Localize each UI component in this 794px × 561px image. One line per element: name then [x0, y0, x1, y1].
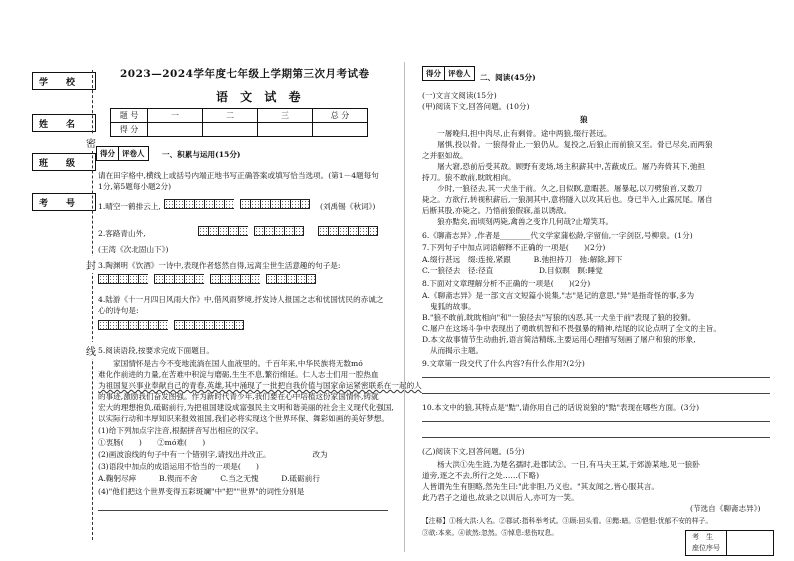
sub1-text: (1)给下列加点字注音,根据拼音写出相应的汉字。	[98, 426, 264, 435]
section1-heading: 一、积累与运用(15分)	[162, 150, 241, 159]
q2-prefix: 2.客路青山外,	[98, 229, 146, 238]
story-line1: 杨大洪①先生涟,为楚名孺时,赴郡试②。一日,有马夫王某,于郊游某地,见一狼卧	[422, 460, 700, 469]
q8-option-d2: 从而揭示主题。	[430, 346, 484, 355]
q8-option-a2: 鬼狐的故事。	[430, 302, 476, 311]
sub3-options: A.鞠躬尽瘁 B.锲而不舍 C.当之无愧 D.砥砺前行	[98, 474, 320, 483]
binding-char-seal: 密	[86, 134, 96, 151]
q8-option-b: B."狼不敢前,眈眈相向"和"一狼径去"写狼的凶恶,其一犬坐于前"表现了狼的狡猾。	[422, 313, 696, 322]
wolf-text-line9: 狼亦黠矣,而顷刻两毙,禽兽之变诈几何哉?止增笑耳。	[422, 217, 614, 226]
wolf-text-line4: 屠大窘,恐前后受其敌。顾野有麦场,场主积薪其中,苫蔽成丘。屠乃奔倚其下,弛担	[422, 162, 706, 171]
q8-option-d: D.本文故事情节生动曲折,语言简洁精练,主要运用心理描写刻画了屠户和狼的形象,	[422, 335, 696, 344]
q2-answer-grid-2[interactable]	[318, 226, 378, 238]
q2-answer-grid[interactable]	[198, 226, 304, 238]
instructions-line2: 1分,第5题每小题2分)	[98, 182, 172, 191]
sub3-text: (3)语段中加点的成语运用不恰当的一项是( )	[98, 462, 259, 471]
q8-option-c: C.屠户在这场斗争中表现出了勇敢机智和不畏强暴的精神,结尾的议论点明了全文的主旨。	[422, 324, 721, 333]
passage-line2: 难化作前进的力量,在苦难中积淀与磨砺,生生不息,繁衍绵延。仁人志士们用一腔热血	[98, 370, 379, 379]
q10-answer-line-2[interactable]	[422, 437, 770, 438]
footnote-line2: ③欲:本来。④欲然:忽然。⑤悼息:悲伤叹息。	[422, 529, 559, 537]
sub1-items: ①衷肠( ) ②mó难( )	[98, 438, 206, 447]
wolf-text-line7: 毙之。方欲行,转视积薪后,一狼洞其中,意将隧入以攻其后也。身已半入,止露尻尾。屠自	[422, 195, 713, 204]
wolf-text-line5: 持刀。狼不敢前,眈眈相向。	[422, 173, 516, 182]
grader-box-2	[422, 66, 475, 81]
wolf-text-line2: 屠惧,投以骨。一狼得骨止,一狼仍从。复投之,后狼止而前狼又至。骨已尽矣,而两狼	[422, 140, 713, 149]
score-header-cell: 一	[148, 109, 203, 123]
exam-title: 2023—2024学年度七年级上学期第三次月考试卷	[120, 68, 370, 80]
binding-char-line: 线	[86, 342, 96, 359]
sub4-answer-line[interactable]	[98, 510, 388, 511]
q2-source: (王湾《次北固山下》)	[98, 245, 169, 254]
wolf-text-line3: 之并驱如故。	[422, 151, 468, 160]
section2-sub-a1: (甲)阅读下文,回答问题。(10分)	[422, 102, 530, 111]
q1-source: (刘禹锡《秋词》)	[320, 202, 376, 211]
score-input-cell[interactable]	[258, 123, 313, 137]
binding-char-fold: 封	[86, 256, 96, 273]
q7-text: 7.下列句子中加点词语解释不正确的一项是( )(2分)	[422, 243, 606, 252]
sub2-text: (2)画波浪线的句子中有一个错别字,请找出并改正。 改为	[98, 450, 328, 459]
score-header-cell: 三	[258, 109, 313, 123]
q4-answer-grid[interactable]	[98, 320, 244, 332]
score-label-cell: 得 分	[111, 123, 148, 137]
score-input-cell[interactable]	[203, 123, 258, 137]
seat-number-input[interactable]	[727, 531, 773, 555]
score-header-cell: 题 号	[111, 109, 148, 123]
q3-text: 3.陶渊明《饮酒》一诗中,表现作者悠然自得,远离尘世生活意趣的句子是:	[98, 261, 341, 270]
q7-options-ab: A.缀行甚远 缀:连接,紧跟 B.弛担持刀 弛:解除,卸下	[422, 255, 623, 264]
q8-text: 8.下面对文章理解分析不正确的一项是( )(2分)	[422, 279, 591, 288]
q7-options-cd: C.一狼径去 径:径直 D.目似瞑 瞑:睡觉	[422, 266, 603, 275]
class-field-label: 班 级	[32, 153, 96, 171]
q6-text: 6.《聊斋志异》,作者是________代文学家蒲松龄,字留仙,一字剑臣,号柳泉。(1分)	[422, 231, 693, 240]
q4-line2: 心的诗句是:	[98, 306, 139, 315]
q10-answer-line-1[interactable]	[422, 421, 770, 422]
passage-line1: 家国情怀是古今不变地流淌在国人血液里的。千百年来,中华民族将无数mó	[98, 359, 363, 368]
story-source: (节选自《聊斋志异》)	[690, 504, 761, 513]
sub4-text: (4)"他们把这个世界变得五彩斑斓"中"把""世界"的词性分别是	[98, 487, 305, 496]
column-divider	[404, 62, 405, 552]
q9-answer-line-2[interactable]	[422, 393, 770, 394]
grader-name-label: 评卷人	[122, 149, 145, 158]
passage-line6: 以实际行动和丰厚知识来报效祖国,我们必将实现这个世界环保、舞彩如画的美好梦想。	[98, 414, 389, 423]
seat-number-label: 考 生 座位序号	[686, 531, 727, 555]
section2-sub-b: (乙)阅读下文,回答问题。(5分)	[422, 447, 525, 456]
score-input-cell[interactable]	[313, 123, 368, 137]
section2-heading: 二、阅读(45分)	[480, 73, 536, 82]
subject-title: 语 文 试 卷	[216, 90, 305, 104]
q10-text: 10.本文中的狼,其特点是"黠",请你用自己的话说说狼的"黠"表现在哪些方面。(3分)	[422, 403, 700, 412]
score-input-cell[interactable]	[148, 123, 203, 137]
wolf-text-line6: 少时,一狼径去,其一犬坐于前。久之,目似瞑,意暇甚。屠暴起,以刀劈狼首,又数刀	[422, 184, 703, 193]
section2-sub-a: (一)文言文阅读(15分)	[422, 91, 497, 100]
story-line3: 人皆谓先生有胆略,然先生曰:"此非胆,乃义也。"其友闻之,皆心服其言。	[422, 482, 660, 491]
grader-name-label: 评卷人	[448, 69, 471, 78]
wolf-text-line1: 一屠晚归,担中肉尽,止有剩骨。途中两狼,缀行甚远。	[422, 129, 612, 138]
score-header-cell: 二	[203, 109, 258, 123]
passage-line4: 的事迹,激励我们奋发图强。作为新时代青少年,我们要在心中培植这份家国情怀,铸就	[98, 392, 379, 401]
q9-text: 9.文章第一段交代了什么内容?有什么作用?(2分)	[422, 359, 585, 368]
passage-line3: 为祖国复兴事业奉献自己的青春,英雄,其中涌现了一批把自我价值与国家命运紧密联系在一起的人	[98, 381, 422, 390]
q1-answer-grid[interactable]	[164, 199, 310, 211]
exam-number-field-label: 考 号	[32, 193, 96, 211]
passage-line5: 宏大的理想抱负,砥砺前行,为把祖国建设成富强民主文明和谐美丽的社会主义现代化强国,	[98, 403, 394, 412]
score-header-cell: 总 分	[313, 109, 368, 123]
q3-answer-grid[interactable]	[98, 274, 316, 286]
poem-title: 狼	[580, 115, 588, 124]
q9-answer-line-1[interactable]	[422, 377, 770, 378]
q8-option-a: A.《聊斋志异》是一部文言文短篇小说集,"志"是记的意思,"异"是指奇怪的事,多为	[422, 291, 695, 300]
instructions-line1: 请在田字格中,横线上或括号内端正地书写正确答案或填写恰当选项。(第1－4题每句	[98, 171, 379, 180]
seat-number-box	[685, 530, 774, 556]
q4-line1: 4.陆游《十一月四日风雨大作》中,借风雨梦境,抒发诗人报国之志和忧国忧民的赤诚之	[98, 295, 384, 304]
grader-score-label: 得分	[97, 147, 119, 160]
q5-intro: 5.阅读语段,按要求完成下面题目。	[98, 346, 214, 355]
q1-prefix: 1.晴空一鹤排云上,	[98, 202, 161, 211]
school-field-label: 学 校	[32, 72, 96, 90]
wolf-text-line8: 后断其股,亦毙之。乃悟前狼假寐,盖以诱敌。	[422, 206, 572, 215]
story-line4: 此乃君子之道也,故录之以训后人,亦可为一笑。	[422, 493, 579, 502]
name-field-label: 姓 名	[32, 114, 96, 132]
grader-box-1	[96, 146, 149, 161]
footnote-line1: 【注释】①杨大洪:人名。②郡试:指科举考试。③顾:回头看。④黯:暗。⑤悒悒:忧郁不安的样子。	[422, 517, 713, 525]
story-line2: 道旁,逐之不去,所行之处……(下略)	[422, 471, 540, 480]
score-table	[110, 108, 368, 137]
grader-score-label: 得分	[423, 67, 445, 80]
